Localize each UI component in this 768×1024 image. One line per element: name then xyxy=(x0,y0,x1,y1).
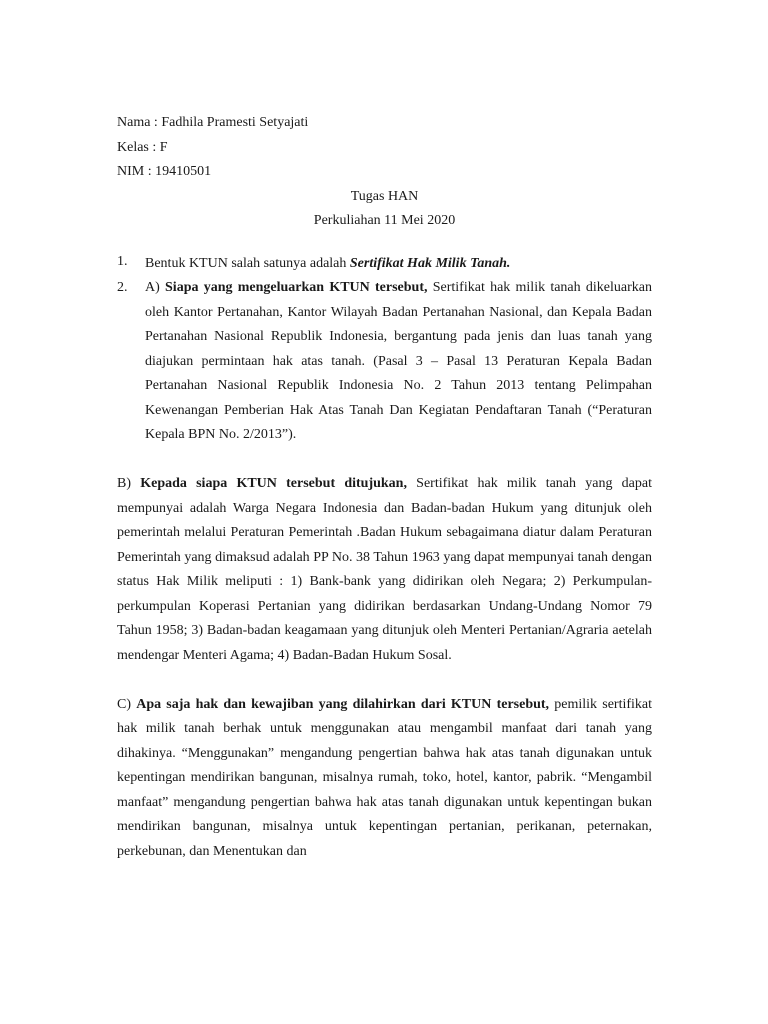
item2-heading: Siapa yang mengeluarkan KTUN tersebut, xyxy=(165,280,428,295)
list-number: 1. xyxy=(117,253,128,269)
section-c xyxy=(117,693,652,865)
item1-emphasis: Sertifikat Hak Milik Tanah. xyxy=(349,255,511,271)
section-c-heading: Apa saja hak dan kewajiban yang dilahirkan dari KTUN tersebut, xyxy=(136,696,550,712)
section-b-heading: Kepada siapa KTUN tersebut ditujukan, xyxy=(140,476,407,491)
list-body xyxy=(145,250,652,277)
document-subtitle: Perkuliahan 11 Mei 2020 xyxy=(313,213,456,228)
student-nim: NIM : 19410501 xyxy=(117,164,212,179)
section-b-prefix: B) xyxy=(117,476,141,491)
list-body xyxy=(145,276,652,448)
item1-text: Bentuk KTUN salah satunya adalah xyxy=(145,255,350,271)
section-c-text: pemilik sertifikat hak milik tanah berhak untuk menggunakan atau mengambil manfaat dari tanah yang dihakinya. “Menggunakan” mengandung pengertian bahwa hak atas tanah digunakan untuk kepentingan mendirikan bangunan, misalnya rumah, toko, hotel, kantor, pabrik. “Mengambil manfaat” mengandung pengertian bahwa hak atas tanah digunakan untuk kepentingan bukan mendirikan bangunan, misalnya untuk kepentingan pertanian, perikanan, peternakan, perkebunan, dan Menentukan dan xyxy=(117,696,652,859)
section-c-prefix: C) xyxy=(117,696,137,712)
section-b-text: Sertifikat hak milik tanah yang dapat mempunyai adalah Warga Negara Indonesia dan Badan-badan Hukum yang ditunjuk oleh pemerintah melalui Peraturan Pemerintah .Badan Hukum sebagaimana diatur dalam Peraturan Pemerintah yang dimaksud adalah PP No. 38 Tahun 1963 yang dapat mempunyai tanah dengan status Hak Milik meliputi : 1) Bank-bank yang didirikan oleh Negara; 2) Perkumpulan-perkumpulan Koperasi Pertanian yang didirikan berdasarkan Undang-Undang Nomor 79 Tahun 1958; 3) Badan-badan keagamaan yang ditunjuk oleh Menteri Pertanian/Agraria aetelah mendengar Menteri Agama; 4) Badan-Badan Hukum Sosal. xyxy=(117,476,652,663)
document-title: Tugas HAN xyxy=(350,188,419,204)
student-class: Kelas : F xyxy=(117,139,168,155)
item2-prefix: A) xyxy=(145,280,166,295)
list-item-2 xyxy=(117,276,652,448)
student-name: Nama : Fadhila Pramesti Setyajati xyxy=(117,115,309,130)
item2-text: Sertifikat hak milik tanah dikeluarkan oleh Kantor Pertanahan, Kantor Wilayah Badan Pertanahan Nasional, dan Kepala Badan Pertanahan Nasional Republik Indonesia, bergantung pada jenis dan luas tanah yang diajukan permintaan hak atas tanah. (Pasal 3 – Pasal 13 Peraturan Kepala Badan Pertanahan Nasional Republik Indonesia No. 2 Tahun 2013 tentang Pelimpahan Kewenangan Pemberian Hak Atas Tanah Dan Kegiatan Pendaftaran Tanah (“Peraturan Kepala BPN No. 2/2013”). xyxy=(145,280,652,442)
document-content xyxy=(117,111,652,864)
list-item-1 xyxy=(117,250,652,277)
section-b xyxy=(117,472,652,668)
list-number: 2. xyxy=(117,280,128,295)
